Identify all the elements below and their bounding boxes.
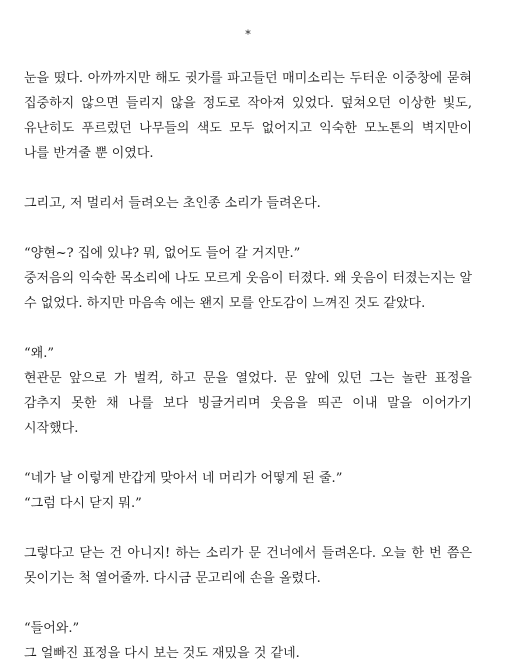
paragraph-gap <box>24 591 472 616</box>
paragraph-2: 그리고, 저 멀리서 들려오는 초인종 소리가 들려온다. <box>24 196 321 211</box>
paragraph-gap <box>24 316 472 341</box>
paragraph-7: “들어와.” 그 얼빠진 표정을 다시 보는 것도 재밌을 것 같네. <box>24 621 300 661</box>
paragraph-gap <box>24 441 472 466</box>
document-page <box>24 26 472 666</box>
paragraph-3: “양현~? 집에 있냐? 뭐, 없어도 들어 갈 거지만.” 중저음의 익숙한 목소리에 나도 모르게 웃음이 터졌다. 왜 웃음이 터졌는지는 알 수 없었다. 하지만 마음속 에는 왠지 모를 안도감이 느껴진 것도 같았다. <box>24 246 472 311</box>
paragraph-6: 그렇다고 닫는 건 아니지! 하는 소리가 문 건너에서 들려온다. 오늘 한 번 쯤은 못이기는 척 열어줄까. 다시금 문고리에 손을 올렸다. <box>24 546 472 586</box>
paragraph-4: “왜.” 현관문 앞으로 가 벌컥, 하고 문을 열었다. 문 앞에 있던 그는 놀란 표정을 감추지 못한 채 나를 보다 빙글거리며 웃음을 띄곤 이내 말을 이어가기 시작했다. <box>24 346 472 436</box>
paragraph-5: “네가 날 이렇게 반갑게 맞아서 네 머리가 어떻게 된 줄.” “그럼 다시 닫지 뭐.” <box>24 471 343 511</box>
paragraph-gap <box>24 166 472 191</box>
paragraph-gap <box>24 216 472 241</box>
paragraph-gap <box>24 516 472 541</box>
paragraph-1: 눈을 떴다. 아까까지만 해도 귓가를 파고들던 매미소리는 두터운 이중창에 묻혀 집중하지 않으면 들리지 않을 정도로 작아져 있었다. 덮쳐오던 이상한 빛도, 유난히도 푸르렀던 나무들의 색도 모두 없어지고 익숙한 모노톤의 벽지만이 나를 반겨줄 뿐 이였다. <box>24 71 472 161</box>
section-separator: * <box>245 28 251 41</box>
